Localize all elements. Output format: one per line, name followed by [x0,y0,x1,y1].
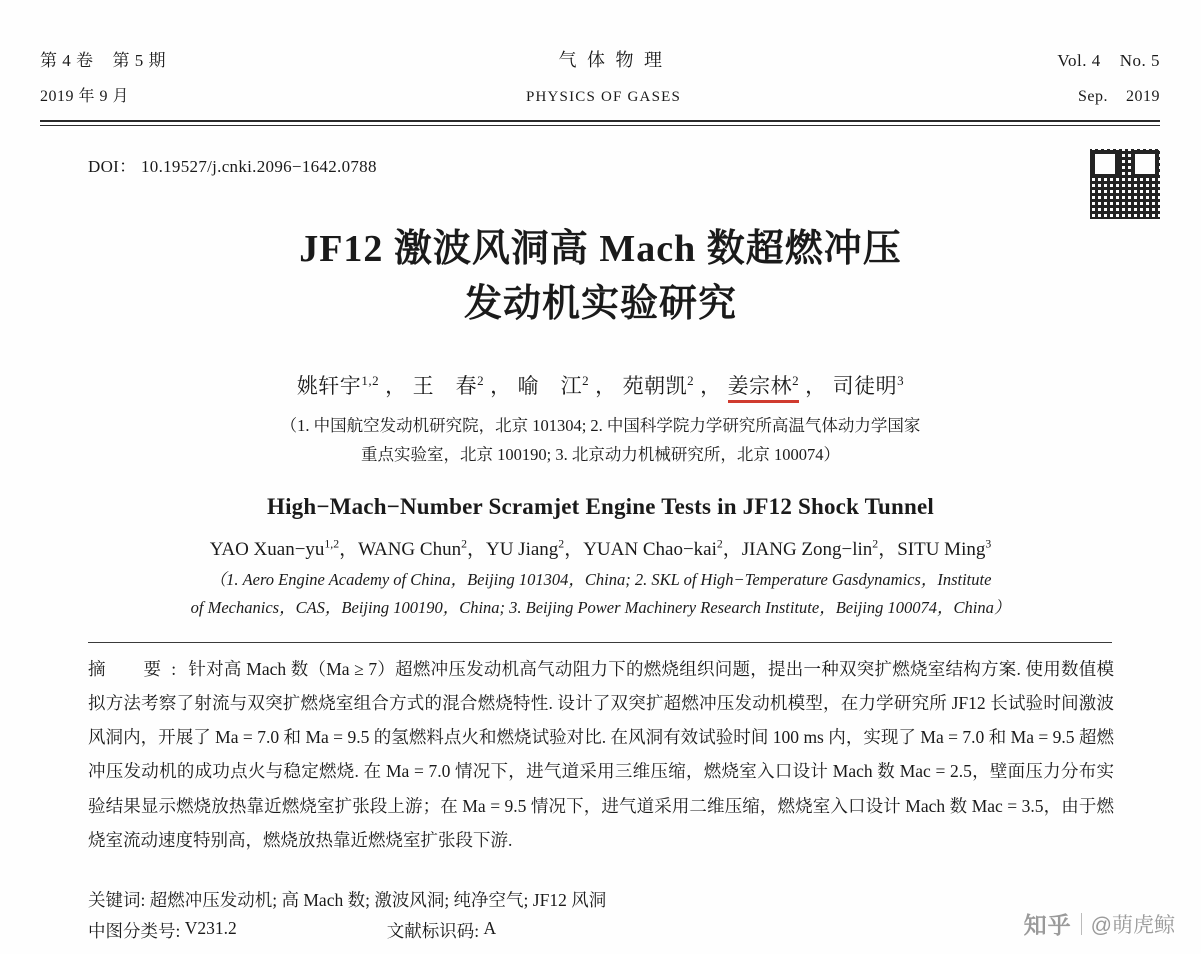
author-en-0-sup: 1,2 [324,537,340,551]
clc-value: V231.2 [184,918,237,938]
author-cn-3-name: 苑朝凯 [622,374,688,398]
abstract-text: 针对高 Mach 数（Ma ≥ 7）超燃冲压发动机高气动阻力下的燃烧组织问题，提出一种双突扩燃烧室结构方案. 使用数值模拟方法考察了射流与双突扩燃烧室组合方式的混合燃烧特性. 设计了双突扩超燃冲压发动机模型，在力学研究所 JF12 长试验时间激波风洞内，开展了 Ma = 7.0 和 Ma = 9.5 的氢燃料点火和燃烧试验对比. 在风洞有效试验时间 100 ms 内，实现了 Ma = 7.0 和 Ma = 9.5 超燃冲压发动机的成功点火与稳定燃烧. 在 Ma = 7.0 情况下，进气道采用三维压缩，燃烧室入口设计 Mach 数 Mac = 2.5，壁面压力分布实验结果显示燃烧放热靠近燃烧室扩张段上游；在 Ma = 9.5 情况下，进气道采用二维压缩，燃烧室入口设计 Mach 数 Mac = 3.5，由于燃烧室流动速度特别高，燃烧放热靠近燃烧室扩张段下游. [88,659,1114,850]
doc-code-value: A [483,918,497,938]
author-cn-3 [623,374,695,398]
author-sep: ， [805,374,827,398]
author-cn-2-sup: 2 [582,373,590,388]
author-cn-0-name: 姚轩宇 [296,374,362,398]
volume-issue: 第 4 卷 第 5 期 [40,51,166,70]
running-head-row-1 [40,46,1160,72]
author-cn-1 [413,374,485,398]
journal-title-cn: 气 体 物 理 [558,50,665,70]
author-sep: ， [466,539,486,560]
author-en-0-name: YAO Xuan−yu [209,539,325,560]
watermark [1024,907,1175,940]
keywords-block [88,884,1114,917]
qr-code-icon[interactable] [1089,148,1161,220]
watermark-divider [1081,913,1082,935]
journal-title-en: PHYSICS OF GASES [525,89,682,105]
author-en-2 [486,539,564,560]
author-en-3 [583,539,723,560]
author-en-2-sup: 2 [558,537,565,551]
author-cn-5-sup: 3 [897,373,905,388]
header-rule [40,120,1160,126]
author-en-1 [358,539,467,560]
running-head-row-2 [40,83,1160,106]
abstract-block [88,652,1114,857]
author-cn-1-name: 王 春 [412,374,478,398]
author-en-4-name: JIANG Zong−lin [741,539,873,560]
author-en-4-sup: 2 [872,537,879,551]
issue-date-cn: 2019 年 9 月 [40,88,130,105]
author-cn-5 [833,374,905,398]
author-cn-4-name: 姜宗林 [727,374,793,398]
author-cn-4-highlighted [728,374,800,403]
affiliations-en [68,566,1133,622]
author-sep: ， [339,539,359,560]
authors-en [0,534,1201,561]
author-en-1-name: WANG Chun [358,539,462,560]
page-title-cn-line2: 发动机实验研究 [463,283,737,326]
author-en-1-sup: 2 [461,537,467,551]
author-cn-1-sup: 2 [477,373,485,388]
doi-line: DOI： 10.19527/j.cnki.2096−1642.0788 [88,157,377,176]
running-head [40,46,1160,106]
affiliation-cn-line1: （1. 中国航空发动机研究院，北京 101304; 2. 中国科学院力学研究所高温气体动力学国家 [280,416,921,435]
author-sep: ， [595,374,617,398]
author-cn-4-sup: 2 [792,373,800,388]
author-cn-2 [518,374,590,398]
author-sep: ， [722,539,742,560]
author-sep: ， [700,374,722,398]
affiliation-en-line1: （1. Aero Engine Academy of China，Beijing 101304，China; 2. SKL of High−Temperature Gasdynamics，Institute [209,570,992,589]
keywords-label: 关键词: [88,890,146,910]
clc-block [88,918,1114,943]
clc-label: 中图分类号: [88,921,181,941]
page-title-cn [0,222,1201,332]
author-sep: ， [564,539,584,560]
author-en-4 [742,539,878,560]
author-sep: ， [878,539,898,560]
author-en-5-name: SITU Ming [897,539,986,560]
watermark-username: @萌虎鲸 [1090,913,1175,937]
author-en-3-name: YUAN Chao−kai [583,539,717,560]
page-title-cn-line1: JF12 激波风洞高 Mach 数超燃冲压 [299,228,902,270]
authors-cn [0,370,1201,400]
author-en-3-sup: 2 [716,537,723,551]
affiliations-cn [0,412,1201,470]
affiliation-cn-line2: 重点实验室，北京 100190; 3. 北京动力机械研究所，北京 100074） [361,444,840,464]
author-sep: ， [490,374,512,398]
issue-date-en: Sep. 2019 [1077,88,1160,105]
page-title-en: High−Mach−Number Scramjet Engine Tests in JF12 Shock Tunnel [267,494,934,519]
doc-code-label: 文献标识码: [386,921,480,941]
abstract-rule [88,642,1112,643]
author-cn-5-name: 司徒明 [832,374,898,398]
author-en-5-sup: 3 [985,537,992,551]
author-cn-3-sup: 2 [687,373,695,388]
volume-issue-en: Vol. 4 No. 5 [1057,51,1160,70]
author-cn-2-name: 喻 江 [517,374,583,398]
abstract-label: 摘 要: [88,659,187,679]
author-sep: ， [385,374,407,398]
keywords-text: 超燃冲压发动机; 高 Mach 数; 激波风洞; 纯净空气; JF12 风洞 [149,890,607,910]
affiliation-en-line2: of Mechanics，CAS，Beijing 100190，China; 3. Beijing Power Machinery Research Institute，Beijing 100074，China） [190,598,1011,618]
author-en-5 [897,539,991,560]
author-cn-0-sup: 1,2 [361,373,380,388]
zhihu-logo-icon: 知乎 [1023,912,1072,938]
author-en-2-name: YU Jiang [485,539,559,560]
author-cn-0 [297,374,379,398]
author-en-0 [210,539,339,560]
